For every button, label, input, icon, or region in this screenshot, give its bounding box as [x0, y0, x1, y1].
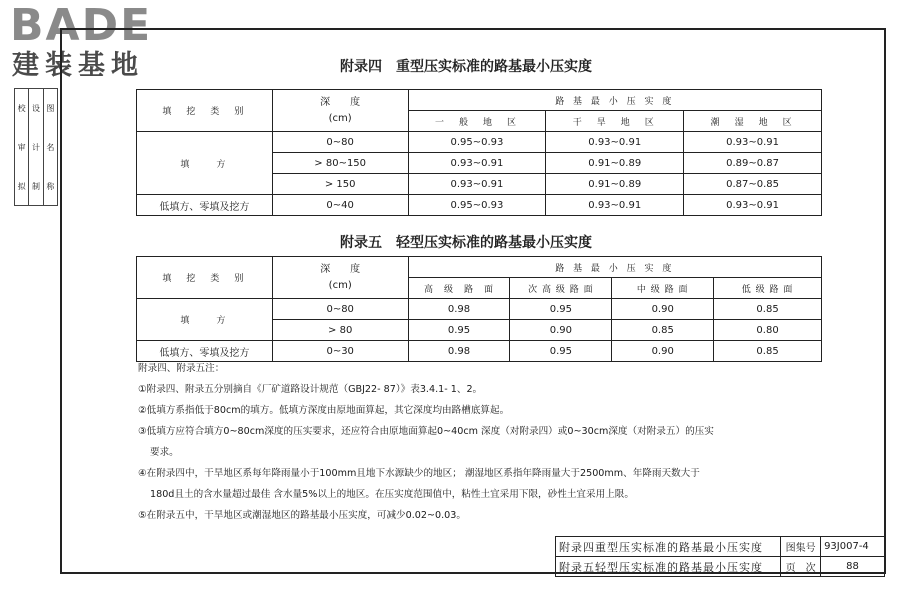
table-cell: 0.95 — [510, 299, 612, 320]
table-cell: 0.95~0.93 — [408, 132, 546, 153]
table-cell: 0.85 — [612, 320, 714, 341]
atlas-label: 图集号 — [781, 537, 821, 557]
table4-fill-label: 填 方 — [137, 132, 273, 195]
table4-title: 附录四 重型压实标准的路基最小压实度 — [340, 59, 592, 75]
table4-subheader: 潮 湿 地 区 — [684, 111, 822, 132]
table5-header-group: 路 基 最 小 压 实 度 — [408, 257, 821, 278]
note-item: 要求。 — [150, 447, 179, 458]
table5-subheader: 低 级 路 面 — [714, 278, 822, 299]
table4-subheader: 干 旱 地 区 — [546, 111, 684, 132]
table-cell: 0.85 — [714, 341, 822, 362]
title-block — [555, 536, 885, 577]
logo-brand: BADE — [10, 0, 153, 51]
table5-subheader: 高 级 路 面 — [408, 278, 510, 299]
table-cell: 0.93~0.91 — [408, 174, 546, 195]
table-cell: 低填方、零填及挖方 — [137, 341, 273, 362]
table-cell: 0~40 — [272, 195, 408, 216]
table-cell: 0.80 — [714, 320, 822, 341]
table-cell: 0.90 — [612, 341, 714, 362]
atlas-number: 93J007-4 — [821, 537, 885, 557]
table5-header-row — [137, 257, 822, 278]
table4-header-group: 路 基 最 小 压 实 度 — [408, 90, 821, 111]
table-cell: 0.90 — [510, 320, 612, 341]
table-cell: 0.91~0.89 — [546, 174, 684, 195]
table-cell: 低填方、零填及挖方 — [137, 195, 273, 216]
table-cell: 0.93~0.91 — [546, 195, 684, 216]
table-row — [137, 195, 822, 216]
table5-title: 附录五 轻型压实标准的路基最小压实度 — [340, 235, 592, 251]
note-item: ⑤在附录五中，干旱地区或潮湿地区的路基最小压实度，可减少0.02~0.03。 — [138, 510, 466, 521]
table5-header-type: 填 挖 类 别 — [137, 257, 273, 299]
table-cell: > 80 — [272, 320, 408, 341]
table-cell: 0.93~0.91 — [684, 195, 822, 216]
table-cell: 0.98 — [408, 299, 510, 320]
signature-block — [14, 88, 58, 206]
table4-header-depth: 深 度 (cm) — [272, 90, 408, 132]
table5 — [136, 256, 822, 362]
table4 — [136, 89, 822, 216]
table-row — [137, 299, 822, 320]
table-cell: 0.93~0.91 — [684, 132, 822, 153]
table4-subheader: 一 般 地 区 — [408, 111, 546, 132]
note-item: ②低填方系指低于80cm的填方。低填方深度由原地面算起，其它深度均由路槽底算起。 — [138, 405, 510, 416]
table-cell: > 150 — [272, 174, 408, 195]
page-label: 页 次 — [781, 557, 821, 577]
table-cell: 0.98 — [408, 341, 510, 362]
table-cell: 0.87~0.85 — [684, 174, 822, 195]
table5-header-depth: 深 度 (cm) — [272, 257, 408, 299]
signature-col-2: 设 计 制 — [29, 89, 43, 205]
table-row — [137, 132, 822, 153]
table-cell: 0~80 — [272, 299, 408, 320]
table5-subheader: 次 高 级 路 面 — [510, 278, 612, 299]
table-cell: 0.95 — [510, 341, 612, 362]
notes-heading: 附录四、附录五注： — [138, 363, 225, 374]
table5-fill-label: 填 方 — [137, 299, 273, 341]
table-cell: 0.95 — [408, 320, 510, 341]
table5-subheader: 中 级 路 面 — [612, 278, 714, 299]
table-cell: 0.93~0.91 — [408, 153, 546, 174]
notes-section — [138, 358, 828, 526]
note-item: ④在附录四中，干旱地区系每年降雨量小于100mm且地下水源缺少的地区； 潮湿地区系指年降雨量大于2500mm、年降雨天数大于 — [138, 468, 700, 479]
table-cell: 0~30 — [272, 341, 408, 362]
table4-header-type: 填 挖 类 别 — [137, 90, 273, 132]
table4-header-row — [137, 90, 822, 111]
title-block-line1: 附录四重型压实标准的路基最小压实度 — [556, 537, 781, 557]
title-block-line2: 附录五轻型压实标准的路基最小压实度 — [556, 557, 781, 577]
table-cell: 0.91~0.89 — [546, 153, 684, 174]
table-cell: 0~80 — [272, 132, 408, 153]
signature-col-1: 校 审 拟 — [15, 89, 29, 205]
page-number: 88 — [821, 557, 885, 577]
table-cell: 0.90 — [612, 299, 714, 320]
logo-subtitle: 建装基地 — [12, 50, 144, 81]
note-item: 180d且土的含水量超过最佳 含水量5%以上的地区。在压实度范围值中，粘性土宜采用下限，砂性土宜采用上限。 — [150, 489, 634, 500]
table-cell: 0.95~0.93 — [408, 195, 546, 216]
table-cell: 0.93~0.91 — [546, 132, 684, 153]
table-cell: 0.85 — [714, 299, 822, 320]
note-item: ①附录四、附录五分别摘自《厂矿道路设计规范（GBJ22- 87）》表3.4.1- 1、2。 — [138, 384, 483, 395]
note-item: ③低填方应符合填方0~80cm深度的压实要求，还应符合由原地面算起0~40cm 深度（对附录四）或0~30cm深度（对附录五）的压实 — [138, 426, 714, 437]
table-cell: 0.89~0.87 — [684, 153, 822, 174]
table-cell: > 80~150 — [272, 153, 408, 174]
signature-col-3: 图 名 称 — [45, 104, 55, 190]
